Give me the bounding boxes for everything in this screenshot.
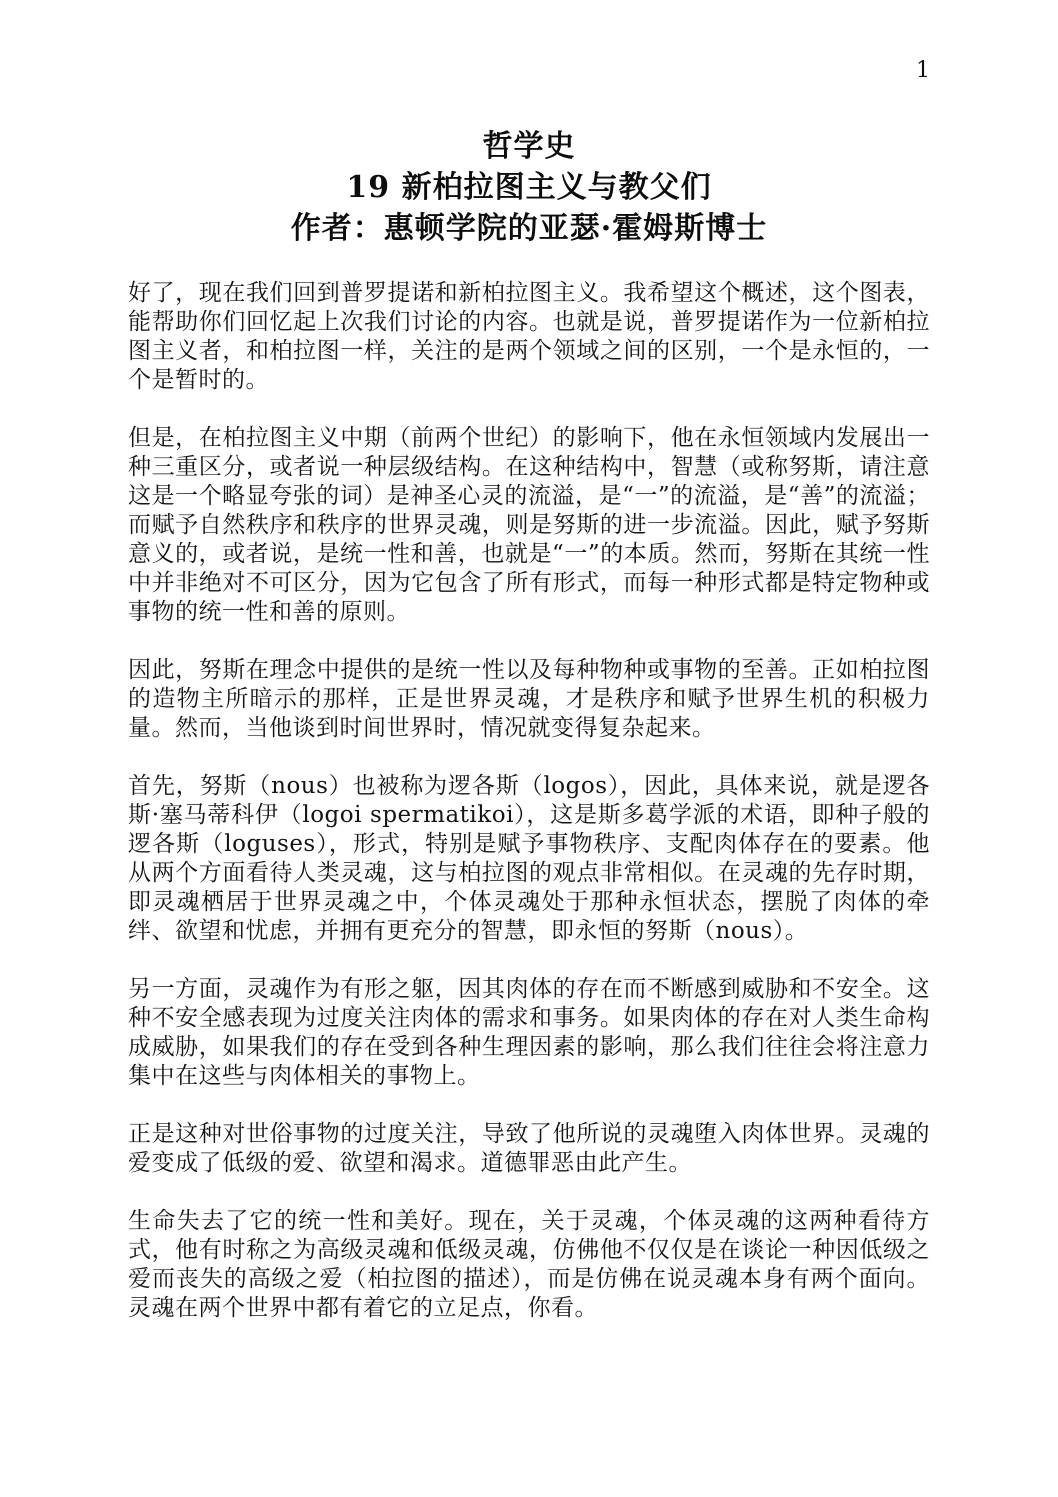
paragraph: 好了，现在我们回到普罗提诺和新柏拉图主义。我希望这个概述，这个图表，能帮助你们回忆起上次我们讨论的内容。也就是说，普罗提诺作为一位新柏拉图主义者，和柏拉图一样，关注的是两个领域之间的区别，一个是永恒的，一个是暂时的。 (128, 280, 930, 393)
page-number: 1 (916, 58, 930, 83)
document-title: 哲学史 (482, 129, 576, 164)
paragraph: 另一方面，灵魂作为有形之躯，因其肉体的存在而不断感到威胁和不安全。这种不安全感表现为过度关注肉体的需求和事务。如果肉体的存在对人类生命构成威胁，如果我们的存在受到各种生理因素的影响，那么我们往往会将注意力集中在这些与肉体相关的事物上。 (128, 976, 930, 1089)
paragraph: 生命失去了它的统一性和美好。现在，关于灵魂，个体灵魂的这两种看待方式，他有时称之为高级灵魂和低级灵魂，仿佛他不仅仅是在谈论一种因低级之爱而丧失的高级之爱（柏拉图的描述），而是仿佛在说灵魂本身有两个面向。灵魂在两个世界中都有着它的立足点，你看。 (128, 1208, 930, 1321)
chapter-title: 19 新柏拉图主义与教父们 (346, 170, 712, 205)
title-block (0, 0, 1058, 249)
author-line: 作者：惠顿学院的亚瑟·霍姆斯博士 (290, 211, 768, 246)
document-body (128, 279, 930, 1323)
paragraph: 首先，努斯（nous）也被称为逻各斯（logos），因此，具体来说，就是逻各斯·塞马蒂科伊（logoi spermatikoi），这是斯多葛学派的术语，即种子般的逻各斯（loguses），形式，特别是赋予事物秩序、支配肉体存在的要素。他从两个方面看待人类灵魂，这与柏拉图的观点非常相似。在灵魂的先存时期，即灵魂栖居于世界灵魂之中，个体灵魂处于那种永恒状态，摆脱了肉体的牵绊、欲望和忧虑，并拥有更充分的智慧，即永恒的努斯（nous）。 (128, 773, 930, 944)
paragraph: 因此，努斯在理念中提供的是统一性以及每种物种或事物的至善。正如柏拉图的造物主所暗示的那样，正是世界灵魂，才是秩序和赋予世界生机的积极力量。然而，当他谈到时间世界时，情况就变得复杂起来。 (128, 657, 930, 741)
paragraph: 但是，在柏拉图主义中期（前两个世纪）的影响下，他在永恒领域内发展出一种三重区分，或者说一种层级结构。在这种结构中，智慧（或称努斯，请注意这是一个略显夸张的词）是神圣心灵的流溢，是“一”的流溢，是“善”的流溢；而赋予自然秩序和秩序的世界灵魂，则是努斯的进一步流溢。因此，赋予努斯意义的，或者说，是统一性和善，也就是“一”的本质。然而，努斯在其统一性中并非绝对不可区分，因为它包含了所有形式，而每一种形式都是特定物种或事物的统一性和善的原则。 (128, 425, 930, 625)
paragraph: 正是这种对世俗事物的过度关注，导致了他所说的灵魂堕入肉体世界。灵魂的爱变成了低级的爱、欲望和渴求。道德罪恶由此产生。 (128, 1121, 930, 1176)
